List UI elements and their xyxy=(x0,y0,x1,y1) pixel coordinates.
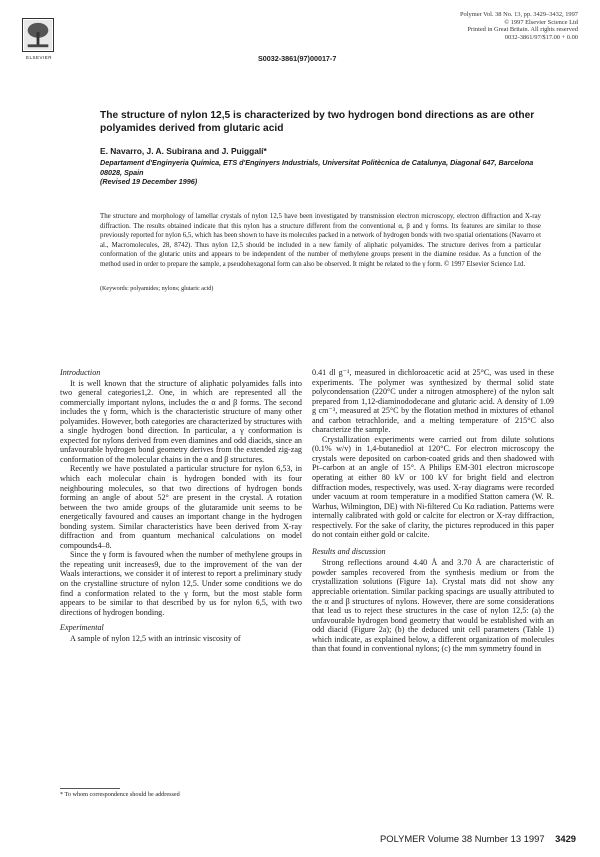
paragraph: 0.41 dl g⁻¹, measured in dichloroacetic acid at 25°C, was used in these experiments. The polymer was synthesized by thermal solid state polycondensation (220°C under a nitrogen atmosphere) of the nylon salt prepared from 1,12-diaminododecane and glutaric acid. A density of 1.09 g cm⁻³, measured at 25°C by the flotation method in mixtures of ethanol and carbon tetrachloride, and a melting temperature of 215°C also characterize the sample. xyxy=(312,368,554,435)
section-heading-results: Results and discussion xyxy=(312,546,386,556)
article-title: The structure of nylon 12,5 is characterized by two hydrogen bond directions as are other polyamides derived from glutaric acid xyxy=(100,110,535,134)
left-column xyxy=(60,368,302,643)
section-heading-experimental: Experimental xyxy=(60,623,104,633)
revised-date: (Revised 19 December 1996) xyxy=(100,177,198,186)
article-code: S0032-3861(97)00017-7 xyxy=(258,54,337,63)
paragraph: Recently we have postulated a particular structure for nylon 6,53, in which each molecular chain is hydrogen bonded with its four neighbouring molecules, so that two directions of hydrogen bonds forming an angle of about 52° are present in the crystal. A rotation between the two amide groups of the glutaramide unit seems to be energetically favoured and causes an important change in the hydrogen bonding system. Similar characteristics have been derived from X-ray diffraction and from quantum mechanical calculations on model compounds4–8. xyxy=(60,464,302,550)
publisher-logo xyxy=(22,18,54,52)
affiliation xyxy=(100,158,540,187)
paragraph: A sample of nylon 12,5 with an intrinsic viscosity of xyxy=(70,633,241,643)
journal-citation: POLYMER Volume 38 Number 13 1997 xyxy=(380,833,545,844)
right-column xyxy=(312,368,554,654)
affiliation-text: Departament d'Enginyeria Química, ETS d'Enginyers Industrials, Universitat Politècnica de Catalunya, Diagonal 647, Barcelona 08028, Spain xyxy=(100,158,534,177)
page-number: 3429 xyxy=(555,833,576,844)
keywords: (Keywords: polyamides; nylons; glutaric acid) xyxy=(100,286,214,292)
pubinfo-line: Printed in Great Britain. All rights reserved xyxy=(467,26,578,34)
footnote: * To whom correspondence should be addressed xyxy=(60,791,180,798)
page-footer xyxy=(380,833,576,844)
pubinfo-line: Polymer Vol. 38 No. 13, pp. 3429–3432, 1997 xyxy=(460,11,578,18)
section-heading-introduction: Introduction xyxy=(60,368,101,377)
paragraph: Crystallization experiments were carried out from dilute solutions (0.1% w/v) in 1,4-butanediol at 120°C. For electron microscopy the crystals were deposited on carbon-coated grids and then shadowed with Pt–carbon at an angle of 15°. A Philips EM-301 electron microscope operating at either 80 kV or 100 kV for bright field and electron diffraction modes, respectively, was used. X-ray diagrams were recorded under vacuum at room temperature in a modified Statton camera (W. R. Warhus, Wilmington, DE) with Ni-filtered Cu Kα radiation. Patterns were internally calibrated with gold or calcite for electron or X-ray diffraction, respectively. For the sake of clarity, the pictures reproduced in this paper do not contain either gold or calcite. xyxy=(312,434,554,540)
pubinfo-line: © 1997 Elsevier Science Ltd xyxy=(504,18,578,26)
footnote-divider xyxy=(60,788,120,789)
paragraph: It is well known that the structure of aliphatic polyamides falls into two general categories1,2. One, in which are represented all the commercially important nylons, includes the α and β forms. The second includes the γ form, which is the characteristic structure of many other polyamides. However, both categories are characterized by structures with a single hydrogen bond direction. In particular, a γ conformation is expected for nylons derived from even diamines and odd diacids, since an unfavourable hydrogen bond geometry derives from the extended zig-zag conformation of the molecular chains in the α and β structures. xyxy=(60,378,302,464)
publication-info xyxy=(428,11,578,41)
publisher-name: ELSEVIER xyxy=(25,55,52,60)
abstract: The structure and morphology of lamellar crystals of nylon 12,5 have been investigated by transmission electron microscopy, electron diffraction and X-ray diffraction. The results obtained indicate that this nylon has a structure different from the conventional α, β and γ forms. Its features are similar to those previously reported for nylon 6,5, which has been shown to have its molecules packed in a network of hydrogen bonds with two spatial orientations (Navarro et al., Macromolecules, 28, 8742). Thus nylon 12,5 should be included in a new family of aliphatic polyamides. The structure derives from a particular conformation of the glutaric units and appears to be independent of the number of methylene groups present in the diamine residue. As a function of the method used in order to prepare the sample, a pseudohexagonal form can also be observed. It might be related to the γ form. © 1997 Elsevier Science Ltd. xyxy=(100,213,541,268)
pubinfo-line: 0032-3861/97/$17.00 + 0.00 xyxy=(504,33,578,41)
author-list: E. Navarro, J. A. Subirana and J. Puiggalí* xyxy=(100,146,267,156)
paragraph: Since the γ form is favoured when the number of methylene groups in the repeating unit increases9, due to the improvement of the van der Waals interactions, we consider it of interest to report a preliminary study on the crystalline structure of nylon 12,5. Under some conditions we do find a conformation related to the γ form, but the most stable form appears to be similar to that described by us for nylon 6,5, with two directions of hydrogen bonding. xyxy=(60,550,302,617)
tree-logo-icon xyxy=(23,19,53,51)
paragraph: Strong reflections around 4.40 Å and 3.70 Å are characteristic of powder samples recovered from the synthesis medium or from the crystallization solutions (Figure 1a). Crystal mats did not show any appreciable orientation. Similar packing spacings are usually attributed to the α and β structures of nylons. However, there are some considerations that lead us to reject these structures in the case of nylon 12,5: (a) the unfavourable hydrogen bond geometry that would be established with an odd diacid (Figure 2a); (b) the deduced unit cell parameters (Table 1) which indicate, as explained below, a different organization of molecules than that found in conventional nylons; (c) the mm symmetry found in xyxy=(312,558,554,654)
